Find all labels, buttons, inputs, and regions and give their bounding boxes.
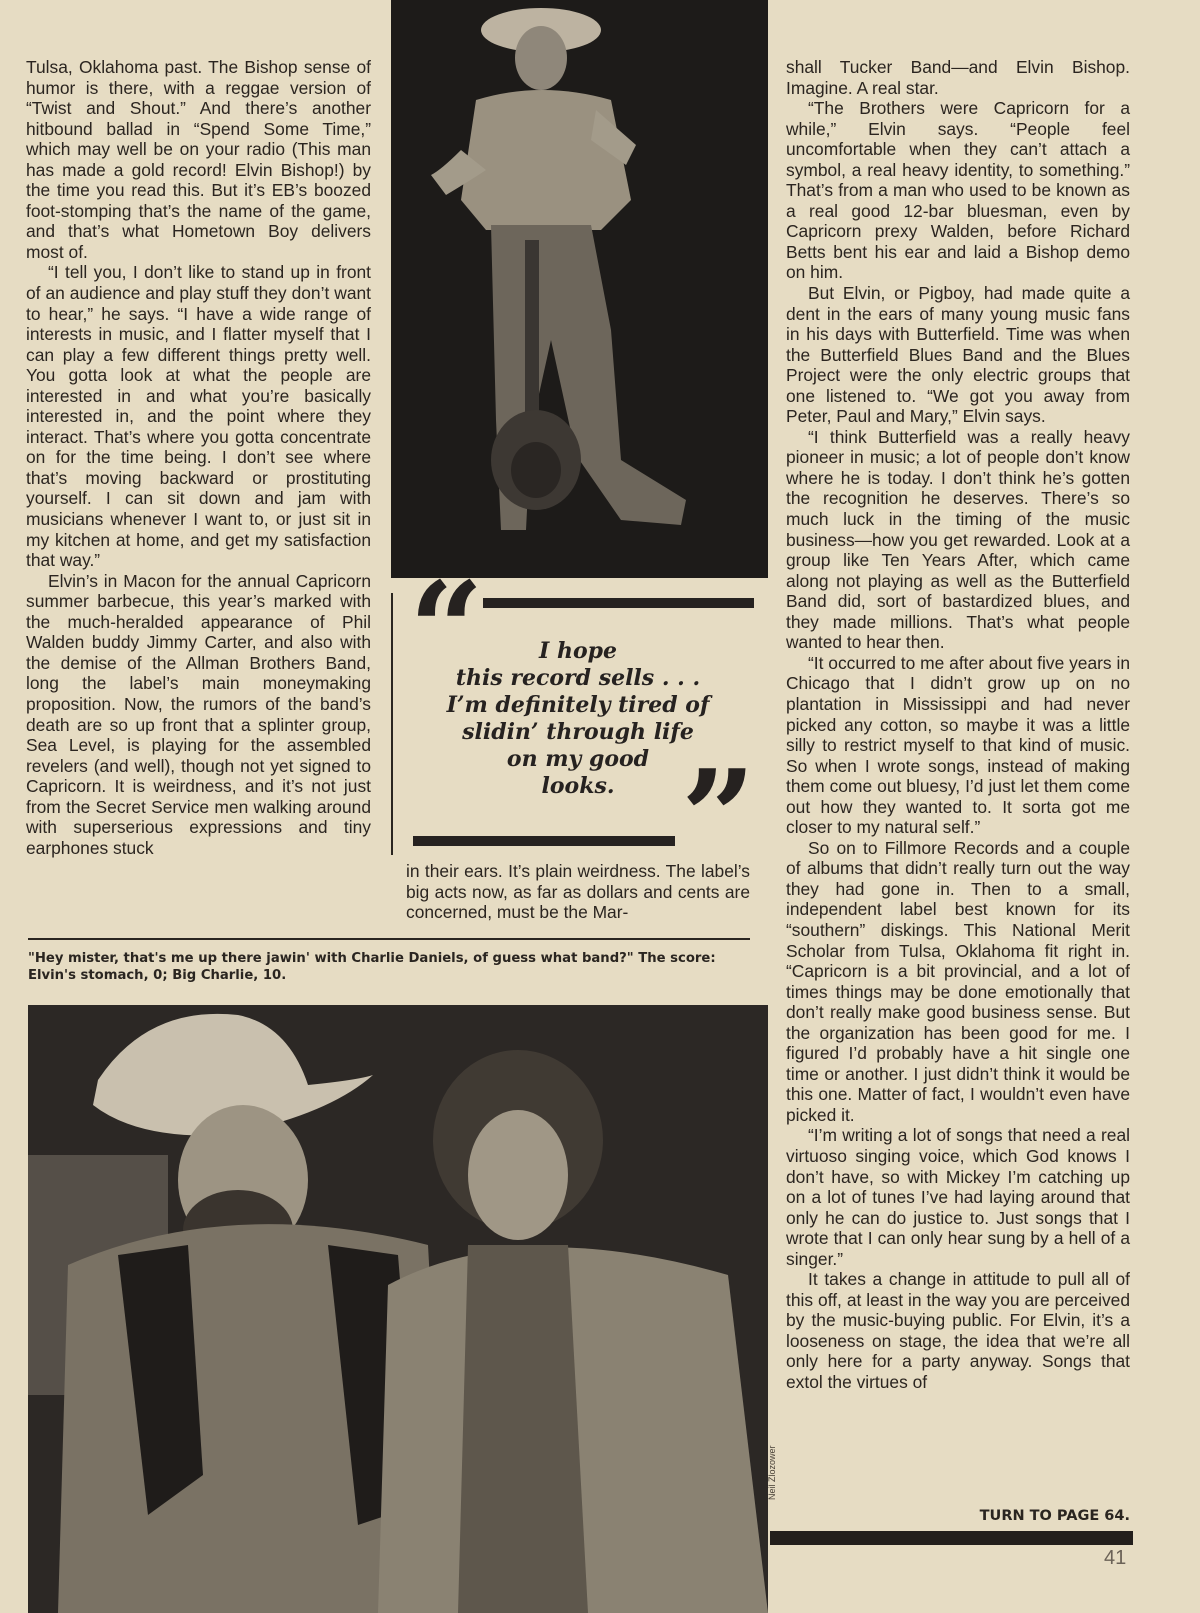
paragraph: Elvin’s in Macon for the annual Capricorn summer barbecue, this year’s marked with the much-heralded appearance of Phil Walden buddy Jimmy Carter, and also with the demise of the Allman Brothers Band, long the label’s main moneymaking proposition. Now, the rumors of the band’s death are so up front that a splinter group, Sea Level, is playing for the assembled revelers (and well), though not yet signed to Capricorn. It is weirdness, and it’s not just from the Secret Service men walking around with superserious expressions and tiny earphones stuck: [26, 570, 371, 858]
paragraph: in their ears. It’s plain weirdness. The label’s big acts now, as far as dollars and cents are concerned, must be the Mar-: [406, 861, 750, 923]
bottom-rule: [770, 1531, 1133, 1545]
pull-quote-line: this record sells . . .: [455, 665, 701, 691]
guitarist-photo: [391, 0, 768, 578]
close-quote-mark: ”: [681, 741, 756, 894]
pull-quote-rule-bottom: [413, 836, 675, 846]
pull-quote-line: on my good: [506, 746, 650, 772]
paragraph: “I tell you, I don’t like to stand up in front of an audience and play stuff they don’t want to hear,” he says. “I have a wide range of interests in music, and I flatter myself that I can play a few different things pretty well. You gotta look at what the people are interested in and what you’re basically interested in, and the point where they interact. That’s where you gotta concentrate on for the time being. I don’t see where that’s moving backward or prostituting yourself. I can sit down and jam with musicians whenever I want to, or just sit in my kitchen at home, and get my satisfaction that way.”: [26, 262, 371, 571]
paragraph: “The Brothers were Capricorn for a while,” Elvin says. “People feel uncomfortable when they can’t attach a symbol, a real heavy identity, to something.” That’s from a man who used to be known as a real good 12-bar bluesman, even by Capricorn prexy Walden, before Richard Betts bent his ear and laid a Bishop demo on him.: [786, 98, 1130, 283]
page-number: 41: [1104, 1547, 1127, 1569]
paragraph: So on to Fillmore Records and a couple of albums that didn’t really turn out the way they had gone in. Then to a small, independent label best known for its “southern” diskings. This National Merit Scholar from Tulsa, Oklahoma fit right in. “Capricorn is a bit provincial, and a lot of times things may be done emotionally that don’t really make good business sense. But the organization has been good for me. I figured I’d probably have a hit single one time or another. I just didn’t think it would be this one. Matter of fact, I wouldn’t even have picked it.: [786, 837, 1130, 1125]
open-quote-mark: “: [409, 553, 484, 706]
article-column-right: [786, 57, 1130, 1393]
photo-caption: "Hey mister, that's me up there jawin' with Charlie Daniels, of guess what band?" The score: Elvin's stomach, 0; Big Charlie, 10.: [28, 951, 716, 983]
pull-quote-rule-top: [483, 598, 754, 608]
caption-rule: [28, 938, 750, 940]
article-column-middle: [406, 861, 750, 923]
pull-quote-line: slidin’ through life: [462, 719, 694, 745]
article-column-left: [26, 57, 371, 858]
pull-quote-line: I hope: [539, 638, 617, 664]
paragraph: shall Tucker Band—and Elvin Bishop. Imagine. A real star.: [786, 57, 1130, 98]
paragraph: It takes a change in attitude to pull all of this off, at least in the way you are perceived by the music-buying public. For Elvin, it’s a looseness on stage, the idea that we’re all only here for a party anyway. Songs that extol the virtues of: [786, 1269, 1130, 1392]
two-men-photo: [28, 1005, 768, 1613]
photo-credit: Neil Zlozower: [767, 1445, 777, 1500]
paragraph: “It occurred to me after about five years in Chicago that I didn’t grow up on no plantation in Mississippi and had never picked any cotton, so maybe it was a little silly to restrict myself to that kind of music. So when I wrote songs, instead of making them come out bluesy, I’d just let them come out how they wanted to. It sorta got me closer to my natural self.”: [786, 652, 1130, 838]
paragraph: “I think Butterfield was a really heavy pioneer in music; a lot of people don’t know where he is today. I don’t think he’s gotten the recognition he deserves. There’s so much luck in the timing of the music business—how you get rewarded. Look at a group like Ten Years After, which came along not playing as well as the Butterfield Band did, sort of bastardized blues, and they made millions. That’s what people wanted to hear then.: [786, 426, 1130, 653]
continuation-note: TURN TO PAGE 64.: [979, 1508, 1130, 1524]
paragraph: “I’m writing a lot of songs that need a real virtuoso singing voice, which God knows I don’t have, so with Mickey I’m catching up on a lot of tunes I’ve had laying around that only he can do justice to. Just songs that I wrote that I can only hear sung by a hell of a singer.”: [786, 1125, 1130, 1269]
paragraph: Tulsa, Oklahoma past. The Bishop sense of humor is there, with a reggae version of “Twist and Shout.” And there’s another hitbound ballad in “Spend Some Time,” which may well be on your radio (This man has made a gold record! Elvin Bishop!) by the time you read this. But it’s EB’s boozed foot-stomping that’s the name of the game, and that’s what Hometown Boy delivers most of.: [26, 57, 371, 262]
pull-quote-line: looks.: [541, 773, 615, 799]
pull-quote-line: I’m definitely tired of: [446, 692, 710, 718]
paragraph: But Elvin, or Pigboy, had made quite a dent in the ears of many young music fans in his days with Butterfield. Time was when the Butterfield Blues Band and the Blues Project were the only electric groups that one listened to. “We got you away from Peter, Paul and Mary,” Elvin says.: [786, 283, 1130, 427]
